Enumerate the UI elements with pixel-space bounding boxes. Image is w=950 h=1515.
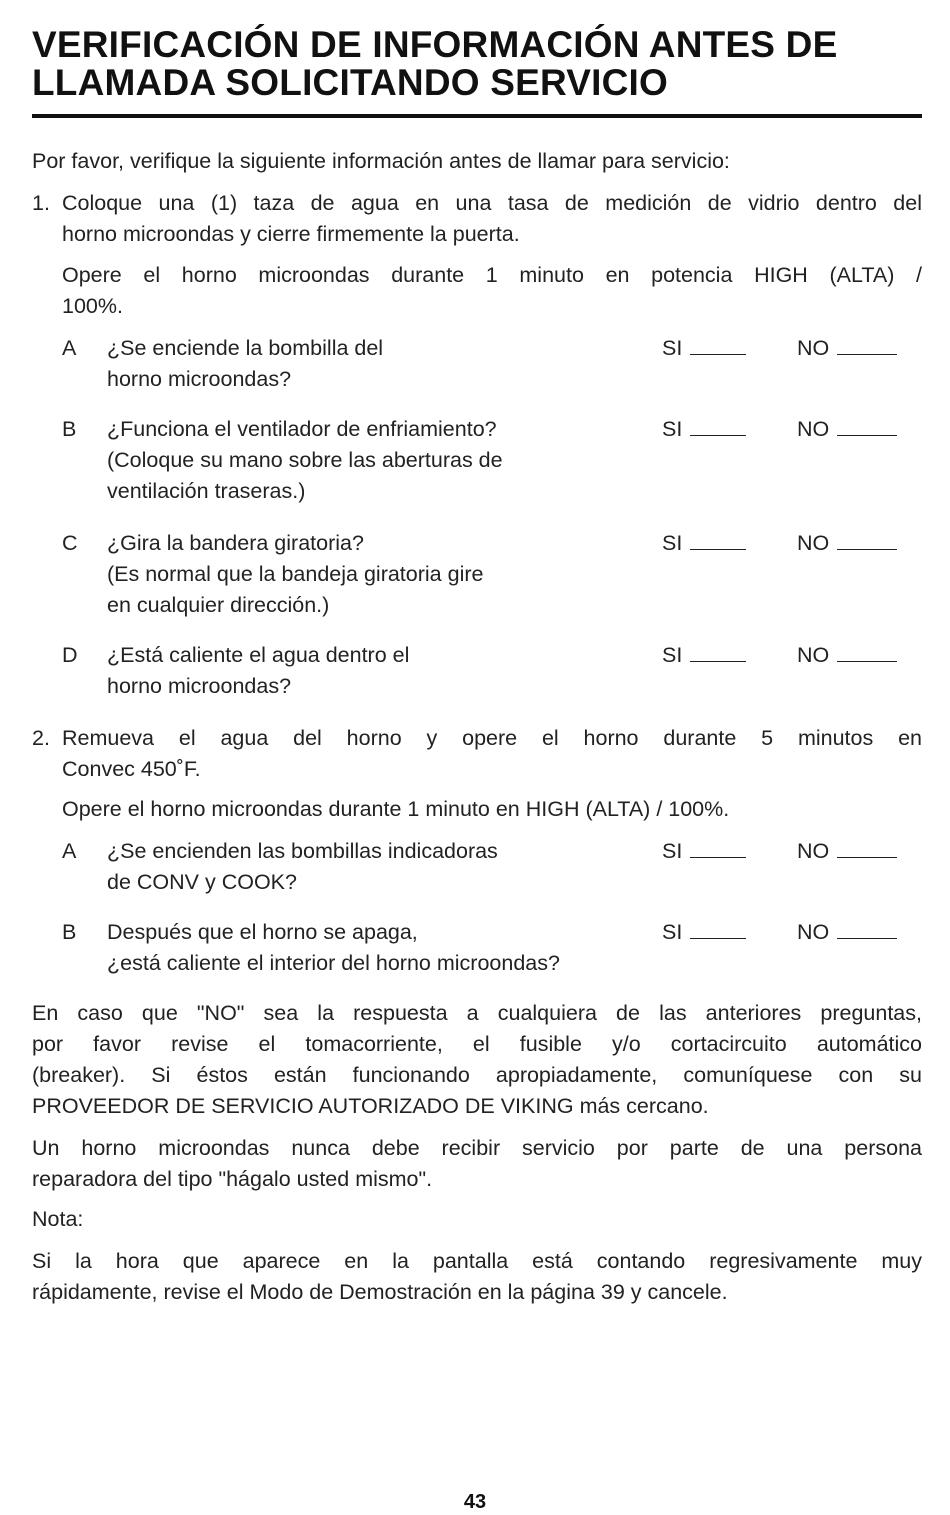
yes-blank[interactable] (690, 643, 746, 662)
yes-blank[interactable] (690, 839, 746, 858)
no-answer-paragraph (32, 998, 922, 1122)
question-1b-yes-field[interactable] (662, 414, 746, 445)
question-2a-line-1: ¿Se encienden las bombillas indicadoras (107, 839, 498, 863)
no-label: NO (797, 643, 830, 667)
question-1c-yes-field[interactable] (662, 528, 746, 559)
diy-warning-line-2: reparadora del tipo "hágalo usted mismo". (32, 1167, 433, 1191)
step-1-instruction (62, 188, 922, 250)
note-line-1: Si la hora que aparece en la pantalla está contando regresivamente muy (32, 1249, 922, 1273)
step-2-operate: Opere el horno microondas durante 1 minuto en HIGH (ALTA) / 100%. (62, 797, 730, 821)
step-2-line-2: Convec 450˚F. (62, 757, 201, 781)
note-line-2: rápidamente, revise el Modo de Demostración en la página 39 y cancele. (32, 1280, 728, 1304)
question-1a-line-1: ¿Se enciende la bombilla del (107, 336, 384, 360)
question-1b-letter: B (62, 417, 77, 441)
question-2b-line-1: Después que el horno se apaga, (107, 920, 418, 944)
yes-blank[interactable] (690, 920, 746, 939)
yes-label: SI (662, 920, 683, 944)
yes-blank[interactable] (690, 531, 746, 550)
step-2-line-1: Remueva el agua del horno y opere el horno durante 5 minutos en (62, 726, 922, 750)
step-1-operate-line-1: Opere el horno microondas durante 1 minuto en potencia HIGH (ALTA) / (62, 263, 922, 287)
note-label: Nota: (32, 1207, 84, 1231)
question-1d-text (107, 640, 409, 702)
title-divider (32, 114, 922, 118)
page-title (32, 26, 922, 102)
step-1-line-1: Coloque una (1) taza de agua en una tasa de medición de vidrio dentro del (62, 191, 922, 215)
question-1c-no-field[interactable] (797, 528, 897, 559)
step-1-number: 1. (32, 191, 50, 215)
question-1c-letter: C (62, 531, 78, 555)
question-1d-no-field[interactable] (797, 640, 897, 671)
question-1d-letter: D (62, 643, 78, 667)
no-blank[interactable] (837, 839, 897, 858)
question-1d-line-2: horno microondas? (107, 674, 292, 698)
question-2a-line-2: de CONV y COOK? (107, 870, 297, 894)
page-title-line-2: LLAMADA SOLICITANDO SERVICIO (32, 62, 668, 103)
no-label: NO (797, 920, 830, 944)
question-2b-letter: B (62, 920, 77, 944)
no-answer-line-3: (breaker). Si éstos están funcionando apropiadamente, comuníquese con su (32, 1063, 922, 1087)
question-2b-text (107, 917, 560, 979)
no-answer-line-1: En caso que "NO" sea la respuesta a cualquiera de las anteriores preguntas, (32, 1001, 922, 1025)
question-1d-line-1: ¿Está caliente el agua dentro el (107, 643, 410, 667)
question-2a-yes-field[interactable] (662, 836, 746, 867)
no-blank[interactable] (837, 920, 897, 939)
question-1b-line-2: (Coloque su mano sobre las aberturas de (107, 448, 503, 472)
no-blank[interactable] (837, 531, 897, 550)
page-number: 43 (463, 1491, 487, 1513)
question-1a-no-field[interactable] (797, 333, 897, 364)
step-2-number: 2. (32, 726, 50, 750)
question-1c-text (107, 528, 483, 621)
no-answer-line-4: PROVEEDOR DE SERVICIO AUTORIZADO DE VIKING más cercano. (32, 1094, 709, 1118)
question-1c-line-3: en cualquier dirección.) (107, 593, 330, 617)
question-1a-text (107, 333, 383, 395)
step-2-instruction (62, 723, 922, 785)
yes-blank[interactable] (690, 417, 746, 436)
question-1b-line-3: ventilación traseras.) (107, 479, 306, 503)
question-2a-no-field[interactable] (797, 836, 897, 867)
no-label: NO (797, 417, 830, 441)
page-title-line-1: VERIFICACIÓN DE INFORMACIÓN ANTES DE (32, 24, 838, 65)
step-1-operate (62, 260, 922, 322)
question-1c-line-2: (Es normal que la bandeja giratoria gire (107, 562, 484, 586)
no-blank[interactable] (837, 336, 897, 355)
yes-label: SI (662, 839, 683, 863)
no-answer-line-2: por favor revise el tomacorriente, el fusible y/o cortacircuito automático (32, 1032, 922, 1056)
yes-label: SI (662, 417, 683, 441)
no-blank[interactable] (837, 417, 897, 436)
question-1a-yes-field[interactable] (662, 333, 746, 364)
question-1b-line-1: ¿Funciona el ventilador de enfriamiento? (107, 417, 497, 441)
yes-blank[interactable] (690, 336, 746, 355)
diy-warning-line-1: Un horno microondas nunca debe recibir servicio por parte de una persona (32, 1136, 922, 1160)
yes-label: SI (662, 643, 683, 667)
yes-label: SI (662, 531, 683, 555)
diy-warning-paragraph (32, 1133, 922, 1195)
question-2b-no-field[interactable] (797, 917, 897, 948)
question-1c-line-1: ¿Gira la bandera giratoria? (107, 531, 364, 555)
yes-label: SI (662, 336, 683, 360)
step-1-operate-line-2: 100%. (62, 294, 123, 318)
question-1b-no-field[interactable] (797, 414, 897, 445)
question-2b-yes-field[interactable] (662, 917, 746, 948)
intro-text: Por favor, verifique la siguiente información antes de llamar para servicio: (32, 149, 730, 173)
question-1d-yes-field[interactable] (662, 640, 746, 671)
no-blank[interactable] (837, 643, 897, 662)
question-1a-line-2: horno microondas? (107, 367, 292, 391)
step-1-line-2: horno microondas y cierre firmemente la puerta. (62, 222, 520, 246)
note-paragraph (32, 1246, 922, 1308)
question-1a-letter: A (62, 336, 77, 360)
question-2a-letter: A (62, 839, 77, 863)
no-label: NO (797, 839, 830, 863)
question-2a-text (107, 836, 498, 898)
question-2b-line-2: ¿está caliente el interior del horno microondas? (107, 951, 560, 975)
question-1b-text (107, 414, 503, 507)
no-label: NO (797, 531, 830, 555)
no-label: NO (797, 336, 830, 360)
